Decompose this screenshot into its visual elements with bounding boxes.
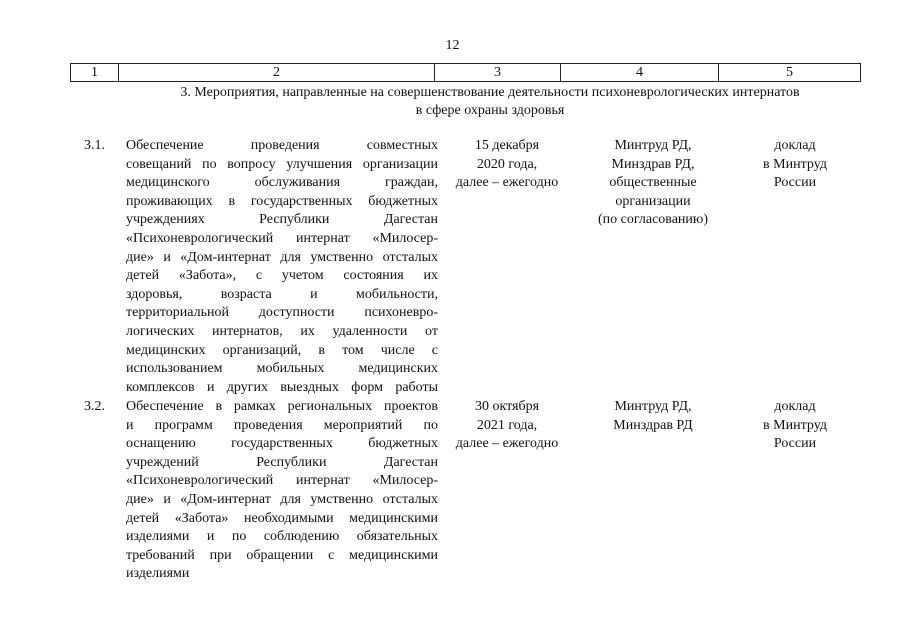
responsible-line: Минздрав РД, — [611, 156, 695, 172]
description-line: совещаний по вопросу улучшения организации — [126, 156, 438, 172]
deadline-line: далее – ежегодно — [455, 175, 559, 191]
deadline-line: 30 октября — [474, 399, 540, 414]
row-description — [126, 398, 438, 584]
section-title-line-1: 3. Мероприятия, направленные на совершенствование деятельности психоневрологических интернатов — [180, 85, 800, 100]
description-line: оснащению государственных бюджетных — [126, 436, 438, 452]
responsible-line: Минтруд РД, — [614, 399, 692, 414]
result-line: России — [773, 175, 817, 191]
column-2-number: 2 — [119, 64, 435, 82]
result-line: в Минтруд — [763, 417, 827, 433]
description-line: использованием мобильных медицинских — [126, 361, 438, 377]
column-4-number: 4 — [561, 64, 719, 82]
description-line: Обеспечение проведения совместных — [126, 138, 438, 153]
description-line: дие» и «Дом-интернат для умственно отсталых — [126, 249, 438, 265]
description-line: изделиями и по соблюдению обязательных — [126, 529, 438, 545]
column-5-number: 5 — [719, 64, 861, 82]
description-line: детей «Забота» необходимыми медицинскими — [126, 510, 438, 526]
section-title — [140, 84, 840, 120]
row-number: 3.1. — [84, 138, 105, 153]
responsible-line: общественные — [609, 175, 697, 191]
result-line: доклад — [774, 399, 816, 414]
description-line: логических интернатов, их удаленности от — [126, 323, 438, 339]
description-line: Обеспечение в рамках региональных проектов — [126, 399, 438, 414]
column-3-number: 3 — [435, 64, 561, 82]
description-line: здоровья, возраста и мобильности, — [126, 286, 438, 302]
description-line: учреждений Республики Дагестан — [126, 454, 438, 470]
deadline-line: 2021 года, — [476, 417, 538, 433]
description-line: дие» и «Дом-интернат для умственно отсталых — [126, 491, 438, 507]
deadline-line: далее – ежегодно — [455, 436, 559, 452]
responsible-line: Минтруд РД, — [614, 138, 692, 153]
section-title-line-2: в сфере охраны здоровья — [415, 103, 565, 118]
row-result — [735, 398, 855, 454]
page-number: 12 — [445, 38, 460, 53]
responsible-line: организации — [615, 193, 691, 209]
description-line: учреждениях Республики Дагестан — [126, 212, 438, 228]
row-result — [735, 137, 855, 193]
row-number: 3.2. — [84, 399, 105, 414]
description-line: изделиями — [126, 566, 190, 582]
responsible-line: Минздрав РД — [613, 417, 693, 433]
deadline-line: 15 декабря — [474, 138, 540, 153]
description-line: и программ проведения мероприятий по — [126, 417, 438, 433]
column-1-number: 1 — [71, 64, 119, 82]
result-line: в Минтруд — [763, 156, 827, 172]
description-line: комплексов и других выездных форм работы — [126, 379, 438, 395]
row-description — [126, 137, 438, 397]
description-line: проживающих в государственных бюджетных — [126, 193, 438, 209]
description-line: медицинских организаций, в том числе с — [126, 342, 438, 358]
result-line: России — [773, 436, 817, 452]
description-line: требований при обращении с медицинскими — [126, 547, 438, 563]
description-line: детей «Забота», с учетом состояния их — [126, 268, 438, 284]
description-line: «Психоневрологический интернат «Милосер- — [126, 473, 438, 489]
deadline-line: 2020 года, — [476, 156, 538, 172]
row-deadline — [446, 398, 568, 454]
description-line: территориальной доступности психоневро- — [126, 305, 438, 321]
column-number-header — [70, 63, 861, 82]
description-line: медицинского обслуживания граждан, — [126, 175, 438, 191]
row-responsible — [582, 137, 724, 230]
row-responsible — [582, 398, 724, 435]
result-line: доклад — [774, 138, 816, 153]
row-deadline — [446, 137, 568, 193]
responsible-line: (по согласованию) — [597, 212, 709, 228]
description-line: «Психоневрологический интернат «Милосер- — [126, 230, 438, 246]
